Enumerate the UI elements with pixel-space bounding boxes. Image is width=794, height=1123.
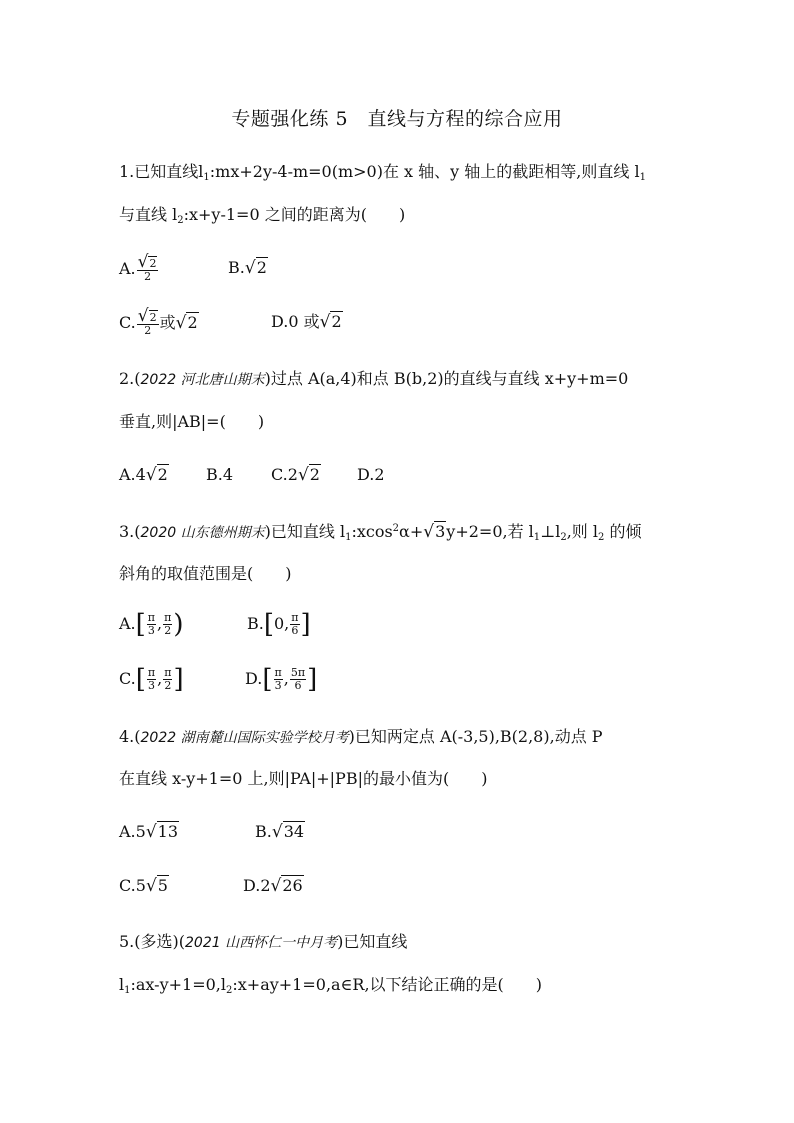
q4-option-d[interactable]: D.2√26 — [243, 876, 303, 896]
q3-stem-line1: 3.(2020 山东德州期末)已知直线 $l_1:xcos^2\alpha+√3y+2=0$,若 $l_1\perp l_2$,则 $l_2$ 的倾 — [119, 522, 642, 543]
q4-option-b[interactable]: B.√34 — [255, 822, 305, 842]
q4-stem-line2: 在直线 x-y+1=0 上,则|PA|+|PB|的最小值为( ) — [119, 769, 488, 788]
q3-stem-line2: 斜角的取值范围是( ) — [119, 564, 292, 583]
q4-option-a[interactable]: A.5√13 — [119, 822, 179, 842]
q1-stem-line1: 1.已知直线$l_1:mx+2y-4-m=0(m>0)$在 x 轴、y 轴上的截距相等,则直线 $l_1$ — [119, 162, 646, 183]
q2-option-a[interactable]: A.4√2 — [119, 465, 168, 485]
q3-option-b[interactable]: B.[0, $\frac{\pi}{6}$ ] — [247, 609, 311, 640]
q3-option-a[interactable]: A.[ $\frac{\pi}{3}$ , $\frac{\pi}{2}$ ) — [119, 609, 184, 640]
q5-stem-line2: $l_1:ax-y+1=0,l_2:x+ay+1=0,a\in R$,以下结论正确的是( ) — [119, 975, 543, 996]
q2-option-b[interactable]: B.4 — [206, 465, 234, 484]
q2-option-d[interactable]: D.2 — [357, 465, 385, 484]
q3-option-d[interactable]: D.[ $\frac{\pi}{3}$ , $\frac{5\pi}{6}$ ] — [245, 664, 318, 695]
q1-option-a[interactable]: A. $\frac{√2}{2}$ — [119, 252, 157, 283]
q1-option-d[interactable]: D.0 或√2 — [271, 312, 342, 332]
q1-option-b[interactable]: B.√2 — [228, 258, 267, 278]
q4-option-c[interactable]: C.5√5 — [119, 876, 168, 896]
q3-option-c[interactable]: C.[ $\frac{\pi}{3}$ , $\frac{\pi}{2}$ ] — [119, 664, 184, 695]
q2-option-c[interactable]: C.2√2 — [271, 465, 320, 485]
q4-stem-line1: 4.(2022 湖南麓山国际实验学校月考)已知两定点 A(-3,5),B(2,8),动点 P — [119, 727, 603, 746]
q2-stem-line2: 垂直,则|AB|=( ) — [119, 412, 265, 431]
q2-stem-line1: 2.(2022 河北唐山期末)过点 A(a,4)和点 B(b,2)的直线与直线 x+y+m=0 — [119, 369, 629, 388]
q1-option-c[interactable]: C. $\frac{√2}{2}$ 或√2 — [119, 306, 198, 337]
q5-stem-line1: 5.(多选)(2021 山西怀仁一中月考)已知直线 — [119, 932, 408, 951]
q1-stem-line2: 与直线 $l_2:x+y-1=0$ 之间的距离为( ) — [119, 205, 406, 226]
page-title: 专题强化练 5 直线与方程的综合应用 — [231, 108, 563, 130]
